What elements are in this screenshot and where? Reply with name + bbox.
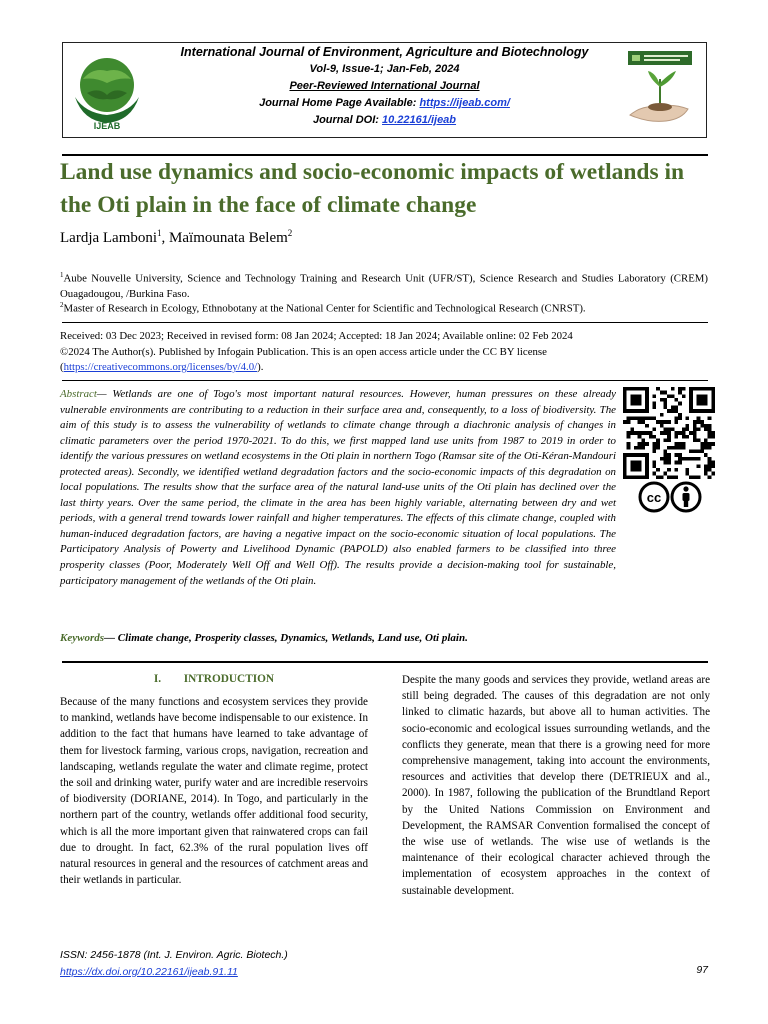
journal-logo-text: IJEAB: [93, 121, 121, 131]
affiliation-sup: 1: [60, 271, 64, 279]
abstract: [60, 387, 616, 589]
doi-label: Journal DOI:: [312, 114, 383, 126]
journal-header: [62, 42, 707, 138]
authors: [60, 228, 292, 247]
keywords: [60, 632, 468, 644]
doi-link[interactable]: 10.22161/ijeab: [382, 114, 457, 126]
author-separator: ,: [161, 230, 170, 246]
journal-title: International Journal of Environment, Agriculture and Biotechnology: [180, 45, 589, 59]
journal-volume: Vol-9, Issue-1; Jan-Feb, 2024: [309, 63, 460, 75]
license-link-line: [60, 360, 710, 376]
body-column-left: Because of the many functions and ecosystem services they provide to mankind, wetlands have become indispensable to our existence. In addition to the fact that humans have learned to take advantage of them for livestock farming, various crops, navigation, recreation and landscaping, wetlands regulate the water and climate regime, protect the soil and drinking water, purify water and are incredible reservoirs of biodiversity (DORIANE, 2014). In Togo, and particularly in the northern part of the country, wetlands offer additional food security, which is all the more important given that rainwatered crops can fail due to drought. In fact, 62.3% of the rural population lives off natural resources in general and the resources of catchment areas and their wetlands in particular.: [60, 696, 368, 887]
author-name: Maïmounata Belem: [169, 230, 288, 246]
qr-code-icon[interactable]: [623, 387, 715, 479]
article-title: Land use dynamics and socio-economic impacts of wetlands in the Oti plain in the face of climate change: [60, 159, 685, 218]
dates-line: Received: 03 Dec 2023; Received in revised form: 08 Jan 2024; Accepted: 18 Jan 2024; Available online: 02 Feb 2024: [60, 330, 573, 342]
hand-plant-image: [622, 49, 698, 131]
author-sup: 1: [157, 228, 162, 238]
home-label: Journal Home Page Available:: [259, 97, 420, 109]
divider: [62, 322, 708, 323]
keywords-label: Keywords: [60, 632, 104, 644]
body-column-right: Despite the many goods and services they provide, wetland areas are still being degraded. The causes of this degradation are not only linked to climatic hazards, but above all to human activities. The socio-economic and ecological issues surrounding wetlands, and the conflicts they generate, mean that there is a growing need for more comprehensive management, taking into account the environments, resources and activities that develop there (DETRIEUX and al., 2000). In 1987, following the publication of the Brundtland Report by the United Nations Commission on Environment and Development, the RAMSAR Convention formalised the concept of the wise use of wetlands. The wise use of wetlands is the maintenance of their ecological character achieved through the implementation of ecosystem approaches in the context of sustainable development.: [402, 674, 710, 897]
affiliation-text: Master of Research in Ecology, Ethnobotany at the National Center for Scientific and Technological Research (CNRST).: [63, 302, 586, 315]
affiliation-text: Aube Nouvelle University, Science and Technology Training and Research Unit (UFR/ST), Science Research and Studies Laboratory (CREM) Ouagadougou, /Burkina Faso.: [60, 272, 708, 301]
peer-reviewed-label: Peer-Reviewed International Journal: [289, 80, 480, 92]
affiliation: [60, 298, 708, 317]
affiliation-sup: 2: [60, 301, 64, 309]
divider: [62, 661, 708, 663]
home-link[interactable]: https://ijeab.com/: [419, 97, 510, 109]
section-heading: I. INTRODUCTION: [153, 673, 275, 685]
license-close: ).: [257, 361, 264, 373]
author-name: Lardja Lamboni: [60, 230, 158, 246]
issn: ISSN: 2456-1878 (Int. J. Environ. Agric. Biotech.): [60, 949, 288, 961]
license-link[interactable]: https://creativecommons.org/licenses/by/4.0/: [63, 361, 258, 373]
author-sup: 2: [287, 228, 293, 238]
abstract-label: Abstract: [60, 388, 97, 400]
abstract-dash: —: [96, 388, 113, 400]
page-number: 97: [696, 964, 708, 976]
footer-doi-link[interactable]: https://dx.doi.org/10.22161/ijeab.91.11: [60, 966, 238, 978]
keywords-text: Climate change, Prosperity classes, Dynamics, Wetlands, Land use, Oti plain.: [117, 632, 468, 644]
article-dates: [60, 329, 710, 376]
journal-logo: [69, 49, 145, 131]
journal-doi-line: [158, 112, 611, 129]
abstract-text: Wetlands are one of Togo's most important natural resources. However, human pressures on these already vulnerable environments are contributing to a reduction in their surface area and, consequently, to a loss of biodiversity. The aim of this study is to assess the vulnerability of wetlands to climate change through a diachronic analysis of changes in climatic parameters over the period 1970-2021. To do this, we first mapped land use units from 1987 to 2019 in order to identify the various pressures on wetland ecosystems in the Oti plain in northern Togo (Ramsar site of the Oti-Kéran-Mandouri protected areas). Secondly, we identified wetland degradation factors and the socio-economic impacts of this degradation on local populations. The results show that the surface area of the natural land-use units of the Oti plain has declined over the last thirty years. Over the same period, the climate in the area has been highly variable, alternating between dry and wet periods, with a general trend towards lower rainfall and higher temperatures. The effects of this climate change, coupled with human-induced degradation factors, are having a negative impact on the socio-economic situation of local populations. The Participatory Analysis of Powerty and Livelihood Dynamic (PAPOLD) also enabled farmers to be classified into three prosperity classes (Poor, Moderately Well Off and Well Off). The results provide a decision-making tool for sustainable, participatory management of the wetlands of the Oti plain.: [60, 388, 617, 587]
svg-text:cc: cc: [646, 490, 662, 505]
footer: [60, 947, 288, 981]
journal-home-line: [158, 95, 611, 112]
keywords-dash: —: [104, 632, 118, 644]
license-line: ©2024 The Author(s). Published by Infogain Publication. This is an open access article under the CC BY license: [60, 345, 547, 358]
license-open: (: [60, 361, 64, 373]
cc-by-license-icon[interactable]: [637, 480, 703, 514]
divider: [62, 380, 708, 381]
